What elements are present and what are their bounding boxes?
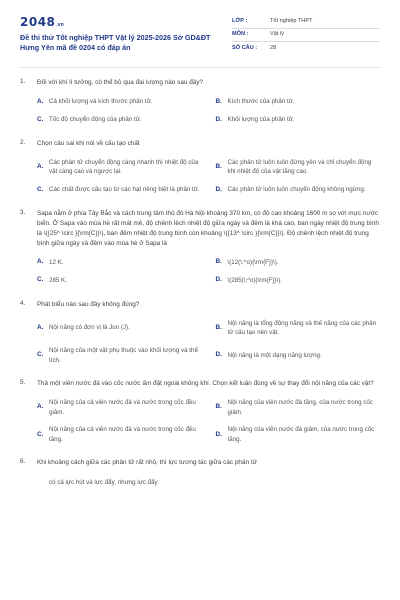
question-number: 3. [20,209,26,217]
option-letter: B. [215,403,222,411]
option-text: Các phân tử chuyển động càng nhanh thì nhiệt độ của vật càng cao và ngược lại. [49,158,199,176]
question-stem [20,139,380,149]
option-text: Nội năng của viên nước đá giảm, của nước trong cốc tăng. [227,426,375,443]
option-text: Nội năng có đơn vị là Jun (J). [49,324,130,332]
option-letter: C. [37,276,44,284]
question-number: 5. [20,379,26,387]
option-letter: A. [37,403,44,411]
meta-value: Tốt nghiệp THPT [270,18,313,25]
header [20,14,380,55]
option-letter: B. [215,258,222,266]
question-stem [20,458,380,468]
site-logo[interactable] [20,14,230,30]
option-a[interactable] [37,319,202,338]
option-c[interactable] [37,276,202,286]
option-text: Kích thước của phân tử. [227,98,295,106]
meta-value: Vật lý [270,31,284,38]
option-letter: A. [37,163,44,171]
options [20,97,380,125]
option-text: Các chất được cấu tạo từ các hạt riêng biệt là phân tử. [49,186,200,194]
question-5 [20,379,380,444]
option-d[interactable] [216,346,381,365]
option-a[interactable] [37,258,202,268]
question-2 [20,139,380,195]
option-letter: A. [37,97,44,105]
options [20,319,380,365]
question-text: Phát biểu nào sau đây không đúng? [37,300,140,308]
question-text: Chọn câu sai khi nói về cấu tạo chất [37,139,140,147]
option-text: có cả lực hút và lực đẩy, nhưng lực đẩy [49,478,158,486]
option-text: Cả khối lượng và kích thước phân tử. [49,98,153,106]
question-text: Sapa nằm ở phía Tây Bắc và cách trung tâm thủ đô Hà Nội khoảng 370 km, có độ cao khoảng 1600 m so với mực nước biển. Ở Sapa vào mùa hè rất mát mẻ, độ chênh lệch nhiệt độ giữa ngày và đêm là khá cao, ban ngày nhiệt độ trung bình là \({25^ \circ }{\rm{C}}\), ban đêm nhiệt độ trung bình còn khoảng \({13^ \circ }{\rm{C}}\). Độ chênh lệch nhiệt độ trung bình giữa ngày và đêm vào mùa hè ở Sapa là [37,210,379,247]
option-text: \(12(\;^o){\rm{F}}\). [227,258,279,266]
question-number: 2. [20,138,26,146]
option-letter: D. [215,276,222,284]
option-text: Tốc độ chuyển động của phân tử. [49,116,142,124]
question-3 [20,209,380,286]
option-b[interactable] [216,97,381,107]
option-c[interactable] [37,115,202,125]
option-c[interactable] [37,346,202,365]
logo-text: 2048 [20,15,56,29]
meta-label: SỐ CÂU : [232,44,258,51]
option-letter: B. [215,163,222,171]
option-b[interactable] [216,258,381,268]
option-letter: A. [37,323,44,331]
question-text: Đối với khí lí tưởng, có thể bỏ qua đại lượng nào sau đây? [37,79,204,86]
option-letter: C. [37,430,44,438]
option-letter: D. [215,185,222,193]
option-text: Nội năng của một vật phụ thuộc vào khối lượng và thể tích. [49,346,198,364]
meta-row-count [232,42,380,55]
option-text: Các phân tử luôn luôn đứng yên và chỉ chuyển động khi nhiệt độ của vật tăng cao. [227,158,372,176]
option-c[interactable] [37,185,202,195]
question-text: Thả một viên nước đá vào cốc nước ấm đặt ngoài không khí. Chọn kết luận đúng về sự thay đổi nội năng của các vật? [37,380,374,388]
question-number: 4. [20,299,26,307]
options [20,398,380,444]
option-letter: B. [215,323,222,331]
option-a[interactable] [37,158,202,177]
exam-meta-table [232,16,380,55]
question-6 [20,458,380,487]
option-d[interactable] [216,276,381,286]
option-text: Nội năng của viên nước đá tăng, của nước trong cốc giảm. [227,399,373,416]
option-letter: C. [37,185,44,193]
question-stem [20,379,380,389]
option-letter: C. [37,351,44,359]
option-text: Các phân tử luôn luôn chuyển động không ngừng. [227,186,366,194]
question-number: 6. [20,458,26,466]
question-1 [20,78,380,125]
meta-row-subject [232,29,380,42]
question-text: Khi khoảng cách giữa các phân tử rất nhỏ, thì lực tương tác giữa các phân tử [37,459,257,467]
question-stem [20,78,380,88]
option-b[interactable] [216,319,381,338]
question-number: 1. [20,78,26,85]
question-stem [20,209,380,249]
option-a[interactable] [37,477,202,487]
options [20,258,380,286]
option-c[interactable] [37,425,202,444]
logo-suffix: .vn [56,22,64,28]
option-text: \(285(\;^o){\rm{F}}\). [227,276,282,284]
question-stem [20,300,380,310]
option-b[interactable] [216,158,381,177]
option-text: 285 K. [49,276,67,284]
option-letter: D. [215,115,222,123]
option-letter: C. [37,115,44,123]
option-d[interactable] [216,185,381,195]
meta-label: LỚP : [232,18,248,25]
meta-label: MÔN : [232,31,249,38]
option-text: Nội năng của cả viên nước đá và nước trong cốc đều tăng. [49,426,196,443]
option-text: Khối lượng của phân tử. [227,116,295,124]
header-divider [20,67,380,68]
options [20,477,380,487]
exam-title: Đề thi thử Tốt nghiệp THPT Vật lý 2025-2026 Sở GD&ĐT Hưng Yên mã đề 0204 có đáp án [20,33,211,52]
option-text: Nội năng của cả viên nước đá và nước trong cốc đều giảm. [49,399,196,416]
option-text: 12 K. [49,258,64,266]
option-a[interactable] [37,398,202,417]
option-d[interactable] [216,425,381,444]
option-d[interactable] [216,115,381,125]
option-letter: D. [215,351,222,359]
meta-value: 28 [270,44,277,51]
option-letter: A. [37,258,44,266]
option-letter: B. [215,97,222,105]
option-text: Nội năng là tổng động năng và thế năng của các phân tử cấu tạo nên vật. [227,319,377,337]
header-left [20,14,230,53]
option-letter: D. [215,430,222,438]
option-b[interactable] [216,398,381,417]
option-a[interactable] [37,97,202,107]
options [20,158,380,195]
meta-row-class [232,16,380,29]
option-text: Nội năng là một dạng năng lượng. [227,351,322,359]
question-4 [20,300,380,365]
